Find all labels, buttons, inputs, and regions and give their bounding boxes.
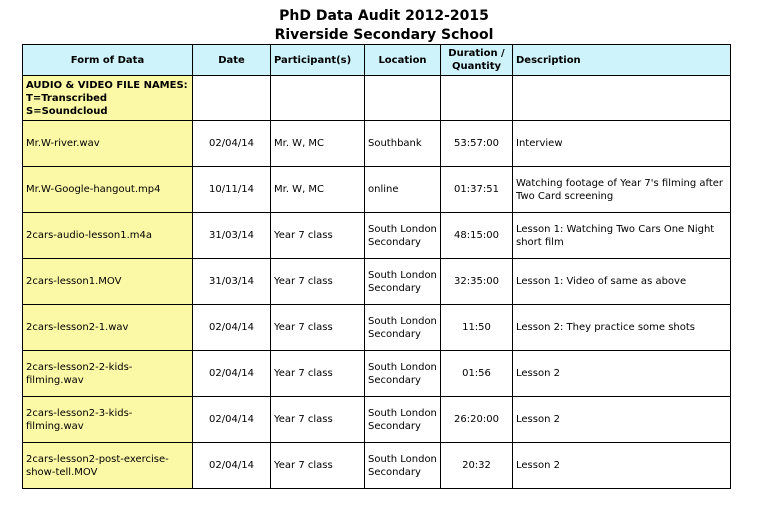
cell-duration: 01:37:51 [441, 167, 513, 213]
cell-file-name: 2cars-lesson2-3-kids-filming.wav [23, 397, 193, 443]
empty-cell [513, 76, 731, 121]
cell-duration: 48:15:00 [441, 213, 513, 259]
table-row [23, 167, 731, 213]
cell-date: 02/04/14 [193, 351, 271, 397]
cell-description: Lesson 2 [513, 397, 731, 443]
empty-cell [441, 76, 513, 121]
group-row [23, 76, 731, 121]
header-date: Date [193, 45, 271, 76]
cell-description: Lesson 1: Watching Two Cars One Night short film [513, 213, 731, 259]
cell-location: South London Secondary [365, 305, 441, 351]
cell-participants: Year 7 class [271, 305, 365, 351]
header-participants: Participant(s) [271, 45, 365, 76]
cell-description: Lesson 1: Video of same as above [513, 259, 731, 305]
empty-cell [271, 76, 365, 121]
cell-file-name: 2cars-lesson2-1.wav [23, 305, 193, 351]
cell-date: 02/04/14 [193, 305, 271, 351]
table-row [23, 121, 731, 167]
cell-participants: Year 7 class [271, 443, 365, 489]
cell-duration: 53:57:00 [441, 121, 513, 167]
empty-cell [365, 76, 441, 121]
cell-duration: 32:35:00 [441, 259, 513, 305]
cell-location: online [365, 167, 441, 213]
cell-location: South London Secondary [365, 397, 441, 443]
cell-description: Interview [513, 121, 731, 167]
group-label: AUDIO & VIDEO FILE NAMES: T=Transcribed S=Soundcloud [23, 76, 193, 121]
cell-location: South London Secondary [365, 443, 441, 489]
cell-location: South London Secondary [365, 351, 441, 397]
cell-file-name: 2cars-audio-lesson1.m4a [23, 213, 193, 259]
cell-date: 02/04/14 [193, 121, 271, 167]
table-row [23, 397, 731, 443]
cell-duration: 01:56 [441, 351, 513, 397]
cell-date: 31/03/14 [193, 213, 271, 259]
cell-date: 10/11/14 [193, 167, 271, 213]
header-row [23, 45, 731, 76]
cell-duration: 20:32 [441, 443, 513, 489]
cell-description: Lesson 2 [513, 443, 731, 489]
cell-location: Southbank [365, 121, 441, 167]
page-title: PhD Data Audit 2012-2015 [279, 8, 489, 24]
cell-duration: 26:20:00 [441, 397, 513, 443]
table-row [23, 305, 731, 351]
cell-date: 31/03/14 [193, 259, 271, 305]
cell-description: Lesson 2 [513, 351, 731, 397]
page-subtitle: Riverside Secondary School [274, 27, 494, 43]
table-row [23, 351, 731, 397]
data-audit-table [22, 44, 731, 489]
cell-participants: Mr. W, MC [271, 167, 365, 213]
cell-participants: Mr. W, MC [271, 121, 365, 167]
cell-file-name: Mr.W-river.wav [23, 121, 193, 167]
cell-description: Lesson 2: They practice some shots [513, 305, 731, 351]
header-description: Description [513, 45, 731, 76]
cell-participants: Year 7 class [271, 259, 365, 305]
cell-description: Watching footage of Year 7's filming after Two Card screening [513, 167, 731, 213]
table-row [23, 443, 731, 489]
cell-participants: Year 7 class [271, 397, 365, 443]
header-location: Location [365, 45, 441, 76]
cell-location: South London Secondary [365, 213, 441, 259]
cell-date: 02/04/14 [193, 443, 271, 489]
cell-date: 02/04/14 [193, 397, 271, 443]
header-form-of-data: Form of Data [23, 45, 193, 76]
cell-file-name: 2cars-lesson2-post-exercise-show-tell.MOV [23, 443, 193, 489]
empty-cell [193, 76, 271, 121]
cell-location: South London Secondary [365, 259, 441, 305]
cell-duration: 11:50 [441, 305, 513, 351]
table-row [23, 259, 731, 305]
cell-participants: Year 7 class [271, 213, 365, 259]
cell-participants: Year 7 class [271, 351, 365, 397]
table-row [23, 213, 731, 259]
cell-file-name: 2cars-lesson1.MOV [23, 259, 193, 305]
cell-file-name: 2cars-lesson2-2-kids-filming.wav [23, 351, 193, 397]
cell-file-name: Mr.W-Google-hangout.mp4 [23, 167, 193, 213]
header-duration: Duration / Quantity [441, 45, 513, 76]
